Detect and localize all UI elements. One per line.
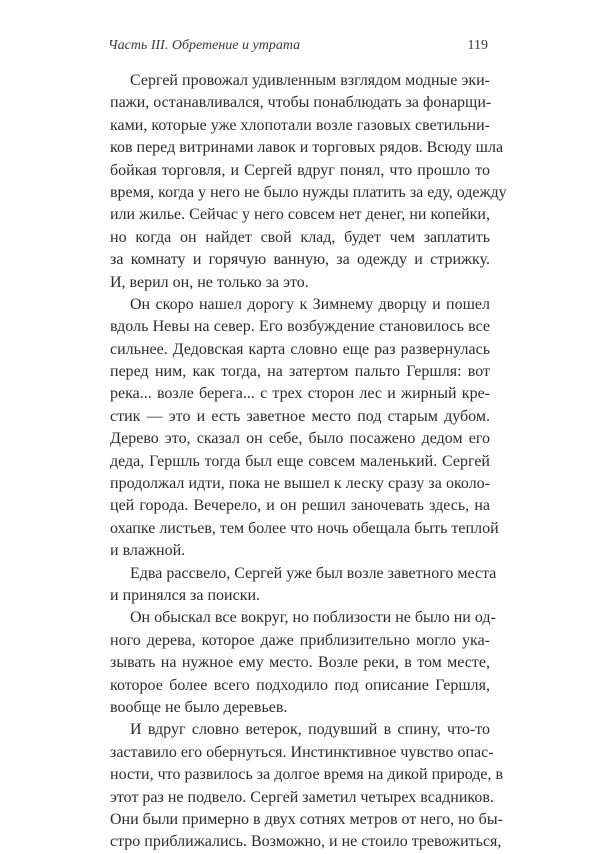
text-line: продолжал идти, пока не вышел к леску сразу за около- — [110, 475, 490, 493]
text-line: вообще не было деревьев. — [110, 698, 288, 716]
text-line: Он скоро нашел дорогу к Зимнему дворцу и пошел — [130, 295, 490, 313]
text-line: стро приближались. Возможно, и не стоило тревожиться, — [110, 833, 502, 851]
text-line: зывать на нужное ему место. Возле реки, в том месте, — [110, 654, 490, 672]
text-line: бойкая торговля, и Сергей вдруг понял, что прошло то — [110, 161, 490, 179]
text-line: вдоль Невы на север. Его возбуждение становилось все — [110, 318, 490, 336]
text-line: И вдруг словно ветерок, подувший в спину, что-то — [130, 721, 490, 739]
text-line: ного дерева, которое даже приблизительно могло ука- — [110, 631, 490, 649]
text-line: охапке листьев, тем более что ночь обещала быть теплой — [110, 519, 499, 537]
text-line: заставило его обернуться. Инстинктивное чувство опас- — [110, 743, 494, 761]
text-line: река... возле берега... с трех сторон лес и жирный кре- — [110, 385, 490, 403]
text-line: этот раз не подвело. Сергей заметил четырех всадников. — [110, 788, 494, 806]
text-line: или жилье. Сейчас у него совсем нет денег, ни копейки, — [110, 206, 490, 224]
text-line: Сергей провожал удивленным взглядом модные эки- — [130, 72, 490, 89]
body-text — [110, 70, 507, 854]
text-line: цей города. Вечерело, и он решил заночевать здесь, на — [110, 497, 490, 515]
text-line: сильнее. Дедовская карта словно еще раз развернулась — [110, 340, 490, 358]
text-line: Едва рассвело, Сергей уже был возле заветного места — [130, 564, 497, 582]
text-line: Они были примерно в двух сотнях метров от него, но бы- — [110, 810, 503, 828]
paragraph — [110, 70, 507, 294]
page-number: 119 — [467, 38, 488, 53]
text-line: которое более всего подходило под описание Гершля, — [110, 676, 490, 694]
paragraph — [110, 719, 504, 853]
text-line: Он обыскал все вокруг, но поблизости не было ни од- — [130, 609, 496, 627]
text-line: но когда он найдет свой клад, будет чем заплатить — [110, 228, 490, 246]
text-line: Дерево это, сказал он себе, было посажено дедом его — [110, 430, 490, 448]
text-line: и принялся за поиски. — [110, 586, 261, 604]
text-line: пажи, останавливался, чтобы понаблюдать за фонарщи- — [110, 94, 492, 112]
text-line: деда, Гершль тогда был еще совсем маленький. Сергей — [110, 452, 490, 470]
text-line: И, верил он, не только за это. — [110, 273, 309, 291]
text-line: за комнату и горячую ванную, за одежду и стрижку. — [110, 251, 490, 269]
text-line: ками, которые уже хлопотали возле газовых светильни- — [110, 116, 490, 134]
text-line: стик — это и есть заветное место под старым дубом. — [110, 407, 490, 425]
text-line: время, когда у него не было нужды платить за еду, одежду — [110, 183, 507, 201]
running-title: Часть III. Обретение и утрата — [108, 38, 301, 53]
paragraph — [110, 607, 496, 719]
text-line: и влажной. — [110, 542, 186, 560]
text-line: перед ним, как тогда, на затертом пальто Гершля: вот — [110, 363, 490, 381]
text-line: ков перед витринами лавок и торговых рядов. Всюду шла — [110, 139, 504, 157]
paragraph — [110, 294, 499, 563]
text-line: ности, что развилось за долгое время на дикой природе, в — [110, 766, 504, 784]
paragraph — [110, 563, 497, 608]
